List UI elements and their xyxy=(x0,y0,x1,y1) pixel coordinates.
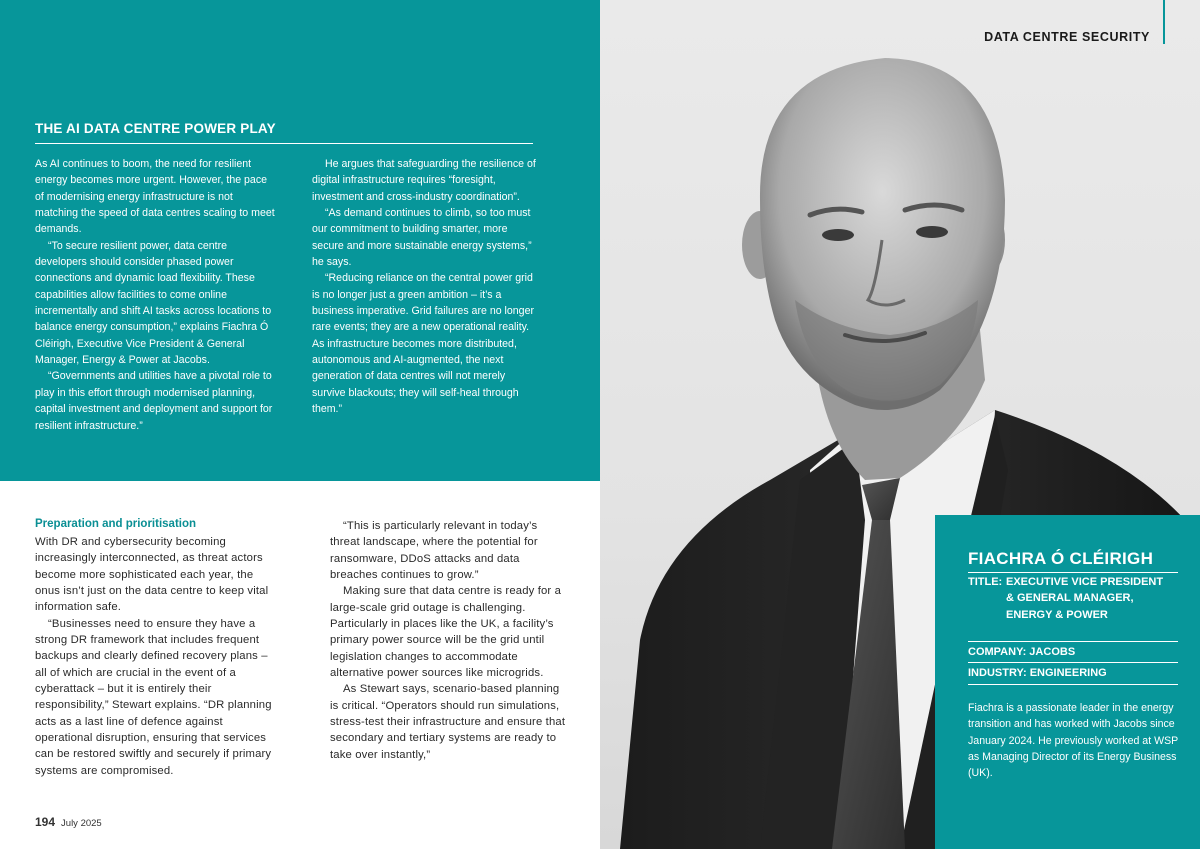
section-tag-rule xyxy=(1163,0,1165,44)
article-column-2 xyxy=(330,518,570,763)
feature-column-2 xyxy=(312,156,537,418)
profile-rule xyxy=(968,662,1178,663)
article-paragraph: “This is particularly relevant in today’s threat landscape, where the potential for ransomware, DDoS attacks and data breaches continues to grow.” xyxy=(330,520,538,582)
profile-box xyxy=(935,515,1200,849)
article-paragraph: Making sure that data centre is ready for a large-scale grid outage is challenging. Particularly in places like the UK, a facility’s primary power source will be the grid until legislation changes to accommodate alternative power sources like microgrids. xyxy=(330,585,562,680)
feature-paragraph: “Reducing reliance on the central power grid is no longer just a green ambition – it’s a business imperative. Grid failures are no longer rare events; they are a new operational reality. As infrastructure becomes more distributed, autonomous and AI-augmented, the next generation of data centres will not merely survive blackouts; they will self-heal through them.” xyxy=(312,272,534,416)
article-paragraph: With DR and cybersecurity becoming increasingly interconnected, as threat actors become more sophisticated each year, the onus isn’t just on the data centre to keep vital information safe. xyxy=(35,536,269,614)
issue-date: July 2025 xyxy=(61,818,102,829)
feature-title: THE AI DATA CENTRE POWER PLAY xyxy=(35,121,276,136)
article-column-1 xyxy=(35,534,275,779)
feature-paragraph: “Governments and utilities have a pivotal role to play in this effort through modernised planning, capital investment and deployment and support for resilient infrastructure.” xyxy=(35,370,273,432)
article-subheading: Preparation and prioritisation xyxy=(35,518,197,530)
profile-bio: Fiachra is a passionate leader in the energy transition and has worked with Jacobs since January 2024. He previously worked at WSP as Managing Director of its Energy Business (UK). xyxy=(968,702,1179,780)
page-number: 194 xyxy=(35,815,56,829)
feature-paragraph: He argues that safeguarding the resilience of digital infrastructure requires “foresight, investment and cross-industry coordination”. xyxy=(312,158,536,203)
feature-title-rule xyxy=(35,143,533,144)
page-folio xyxy=(35,815,102,829)
article-paragraph: As Stewart says, scenario-based planning is critical. “Operators should run simulations, stress-test their infrastructure and ensure that secondary and tertiary systems are ready to take over instantly,” xyxy=(330,683,566,761)
profile-rule xyxy=(968,572,1178,573)
feature-paragraph: As AI continues to boom, the need for resilient energy becomes more urgent. However, the pace of modernising energy infrastructure is not matching the speed of data centres scaling to meet demands. xyxy=(35,158,275,236)
section-tag: DATA CENTRE SECURITY xyxy=(984,30,1150,44)
profile-industry: INDUSTRY: ENGINEERING xyxy=(968,667,1107,679)
profile-name: FIACHRA Ó CLÉIRIGH xyxy=(968,549,1154,568)
profile-company: COMPANY: JACOBS xyxy=(968,646,1076,658)
article-paragraph: “Businesses need to ensure they have a strong DR framework that includes frequent backups and clearly defined recovery plans – all of which are crucial in the event of a cyberattack – but it is entirely their responsibility,” Stewart explains. “DR planning acts as a last line of defence against operational disruption, ensuring that services can be restored swiftly and securely if primary systems are compromised. xyxy=(35,617,272,777)
profile-title-label: TITLE: xyxy=(968,576,1003,588)
profile-title-value: EXECUTIVE VICE PRESIDENT & GENERAL MANAGER, ENERGY & POWER xyxy=(1006,576,1164,621)
feature-column-1 xyxy=(35,156,275,434)
feature-paragraph: “To secure resilient power, data centre developers should consider phased power connections and dynamic load flexibility. These capabilities allow facilities to come online incrementally and shift AI tasks across locations to balance energy consumption,” explains Fiachra Ó Cléirigh, Executive Vice President & General Manager, Energy & Power at Jacobs. xyxy=(35,239,272,367)
profile-rule xyxy=(968,684,1178,685)
feature-paragraph: “As demand continues to climb, so too must our commitment to building smarter, more secure and more sustainable energy systems,” he says. xyxy=(312,207,532,269)
profile-rule xyxy=(968,641,1178,642)
